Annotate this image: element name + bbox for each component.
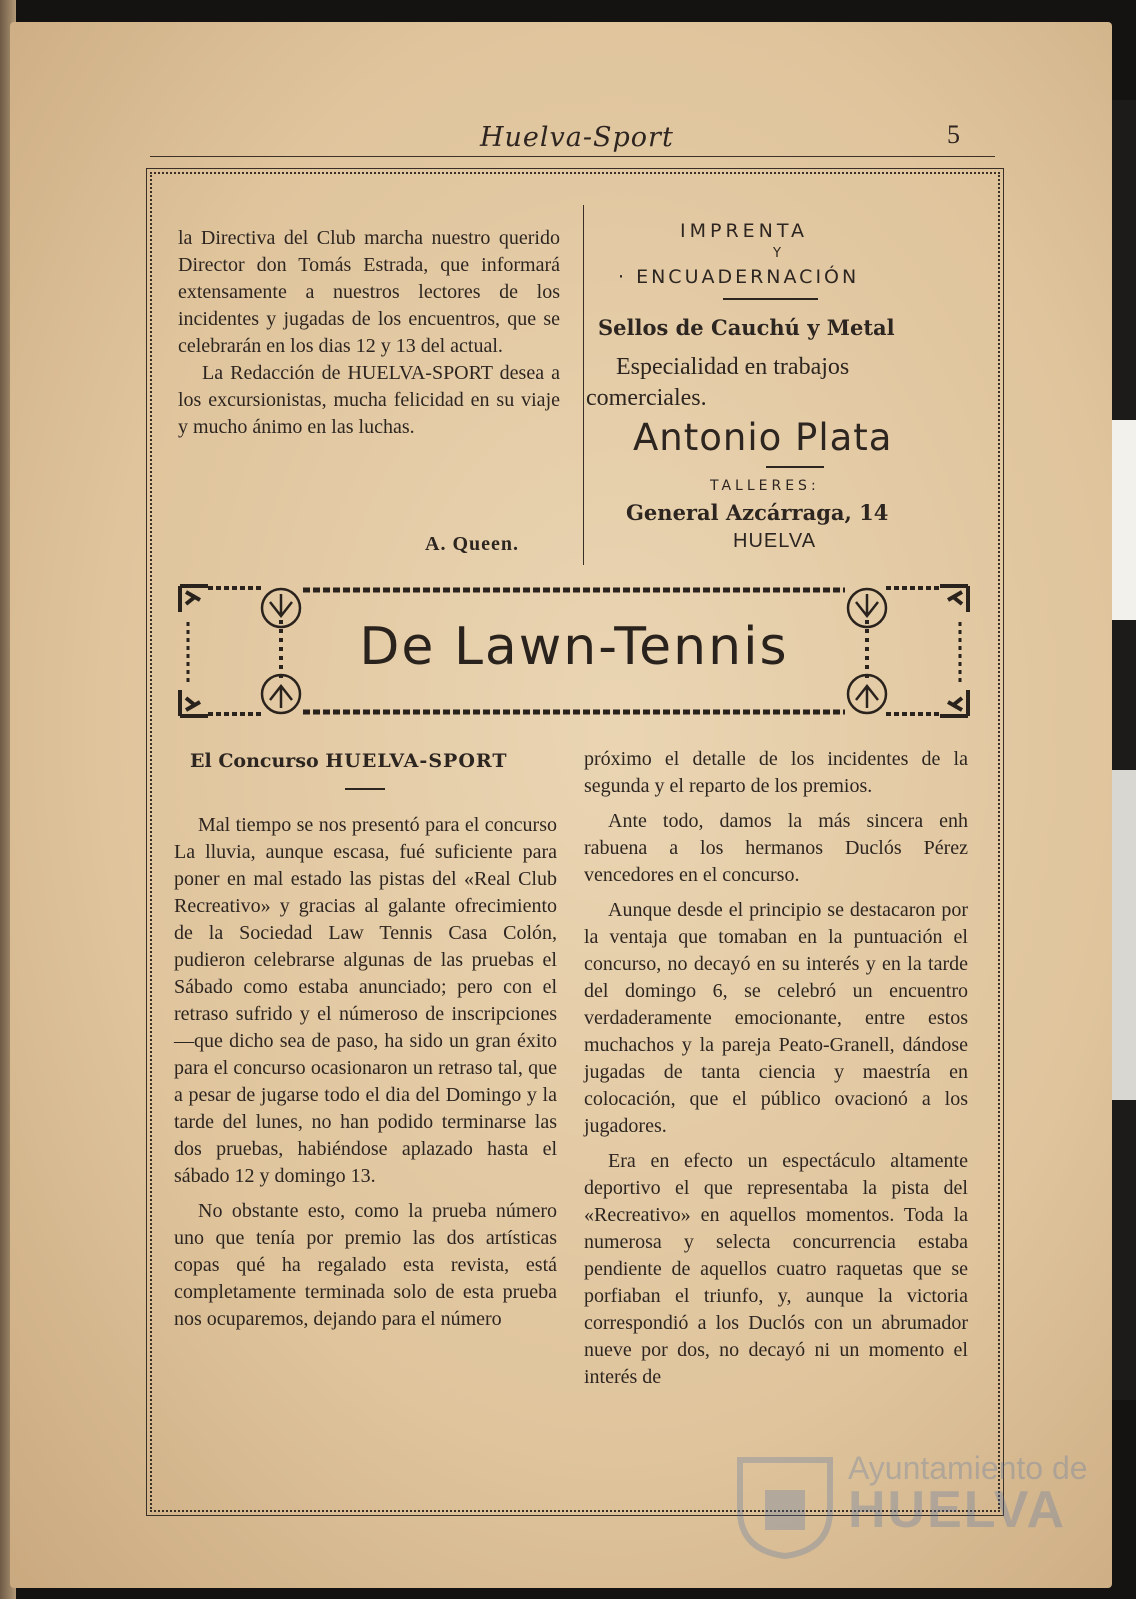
- ad-city: HUELVA: [733, 530, 817, 552]
- adjacent-page-strip: [1112, 100, 1136, 1400]
- archive-watermark: [730, 1450, 1088, 1564]
- paragraph: La Redacción de HUELVA-SPORT desea a los excursionistas, mucha felicidad en su viaje y mucho ánimo en las luchas.: [178, 362, 560, 438]
- ad-talleres-label: TALLERES:: [710, 478, 820, 494]
- journal-title: Huelva-Sport: [480, 122, 674, 153]
- section-banner: [178, 582, 970, 722]
- column-divider: [583, 205, 584, 565]
- ad-line-sellos: Sellos de Cauchú y Metal: [598, 315, 895, 340]
- ad-rule: [766, 466, 824, 468]
- article-column-right: [584, 746, 968, 1391]
- ad-business-name: Antonio Plata: [633, 416, 893, 459]
- column-a: [178, 225, 560, 441]
- ad-line-encuadernacion: · ENCUADERNACIÓN: [618, 266, 860, 288]
- article-column-left: [174, 812, 557, 1333]
- paragraph: Mal tiempo se nos presentó para el concurso La lluvia, aunque escasa, fué suficiente para poner en mal estado las pistas del «Real Club Recreativo» y gracias al galante ofrecimiento de la Sociedad Law Tennis Casa Colón, pudieron celebrarse algunas de las pruebas el Sábado como estaba anunciado; pero con el retraso sufrido y el númeroso de inscripciones—que dicho sea de paso, ha sido un gran éxito para el concurso ocasionaron un retraso tal, que a pesar de jugarse todo el dia del Domingo y la tarde del lunes, no han podido terminarse las dos pruebas, habiéndose aplazado hasta el sábado 12 y domingo 13.: [174, 814, 557, 1187]
- page-header: [150, 118, 995, 157]
- watermark-line2: HUELVA: [848, 1481, 1067, 1539]
- paragraph: próximo el detalle de los incidentes de la segunda y el reparto de los premios.: [584, 748, 968, 797]
- heading-rule: [345, 788, 385, 790]
- ad-rule: [723, 298, 818, 300]
- coat-of-arms-icon: [730, 1450, 840, 1560]
- article-heading-name: HUELVA-SPORT: [325, 750, 508, 772]
- ad-line-imprenta: IMPRENTA: [680, 220, 809, 242]
- article-heading: [190, 750, 507, 772]
- signature: A. Queen.: [425, 533, 519, 555]
- paragraph: Aunque desde el principio se destacaron por la ventaja que tomaban en la puntuación el concurso, no decayó en su interés y en la tarde del domingo 6, se celebró un encuentro verdaderamente emocionante, entre estos muchachos y la pareja Peato-Granell, dándose jugadas de tanta ciencia y maestría en colocación, que el público ovacionó a los jugadores.: [584, 899, 968, 1137]
- paragraph: la Directiva del Club marcha nuestro querido Director don Tomás Estrada, que informará extensamente a nuestros lectores de los incidentes y jugadas de los encuentros, que se celebrarán en los dias 12 y 13 del actual.: [178, 227, 560, 357]
- ad-address: General Azcárraga, 14: [626, 500, 889, 525]
- paragraph: Ante todo, damos la más sincera enh rabuena a los hermanos Duclós Pérez vencedores en el concurso.: [584, 810, 968, 886]
- ad-line-y: Y: [773, 246, 781, 261]
- article-heading-prefix: El Concurso: [190, 750, 319, 772]
- banner-title: De Lawn-Tennis: [359, 617, 789, 677]
- page-number: 5: [947, 120, 960, 149]
- ad-line-especialidad: Especialidad en trabajos comerciales.: [586, 354, 850, 411]
- paragraph: Era en efecto un espectáculo altamente deportivo el que representaba la pista del «Recreativo» en aquellos momentos. Toda la numerosa y selecta concurrencia estaba pendiente de aquellos cuatro raquetas que se porfiaban el triunfo, y, aunque la victoria correspondió a los Duclós con un abrumador nueve por dos, no decayó ni un momento el interés de: [584, 1150, 968, 1388]
- paragraph: No obstante esto, como la prueba número uno que tenía por premio las dos artísticas copas qué ha regalado esta revista, está completamente terminada solo de esta prueba nos ocuparemos, dejando para el número: [174, 1200, 557, 1330]
- watermark-line1: Ayuntamiento de: [848, 1450, 1088, 1486]
